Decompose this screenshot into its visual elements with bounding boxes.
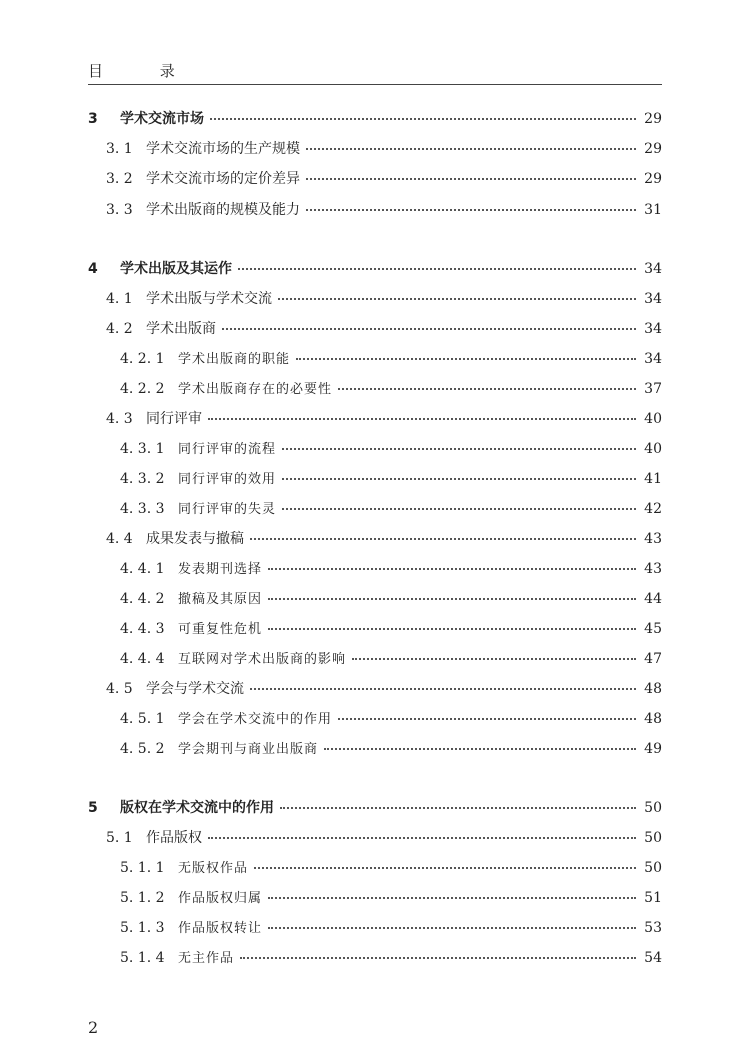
- toc-entry[interactable]: [120, 588, 662, 612]
- toc-entry-page: 43: [644, 531, 662, 547]
- toc-entry-page: 51: [644, 890, 662, 906]
- dot-leader: [250, 538, 636, 540]
- toc-entry-page: 29: [644, 141, 662, 157]
- toc-entry-title: 学术出版商: [146, 321, 216, 337]
- dot-leader: [268, 598, 636, 600]
- toc-entry-page: 41: [644, 471, 662, 487]
- toc-entry-page: 29: [644, 171, 662, 187]
- dot-leader: [282, 508, 636, 510]
- toc-entry-number: 4. 2. 2: [120, 381, 165, 397]
- toc-entry-title: 学会与学术交流: [146, 681, 244, 697]
- toc-entry-number: 4. 4. 3: [120, 621, 165, 637]
- toc-entry-page: 34: [644, 351, 662, 367]
- toc-entry-number: 3: [88, 111, 98, 127]
- toc-entry-page: 48: [644, 681, 662, 697]
- toc-entry[interactable]: [106, 827, 662, 851]
- toc-entry[interactable]: [106, 678, 662, 702]
- toc-entry-title: 学术出版商的规模及能力: [146, 202, 300, 218]
- toc-entry-number: 4. 3. 2: [120, 471, 165, 487]
- toc-entry-title: 作品版权: [146, 830, 202, 846]
- dot-leader: [282, 448, 636, 450]
- toc-entry-number: 5. 1. 4: [120, 950, 165, 966]
- toc-entry-title: 学会在学术交流中的作用: [178, 712, 333, 727]
- toc-entry[interactable]: [106, 528, 662, 552]
- toc-entry-title: 发表期刊选择: [178, 562, 263, 577]
- toc-entry[interactable]: [120, 738, 662, 762]
- toc-entry-title: 学术出版与学术交流: [146, 291, 272, 307]
- toc-entry-number: 5. 1. 2: [120, 890, 165, 906]
- toc-entry-title: 作品版权归属: [178, 891, 263, 906]
- toc-entry-title: 无版权作品: [178, 861, 249, 876]
- toc-entry-page: 50: [644, 830, 662, 846]
- toc-entry-page: 40: [644, 441, 662, 457]
- dot-leader: [282, 478, 636, 480]
- dot-leader: [306, 209, 636, 211]
- toc-entry-number: 3. 1: [106, 141, 133, 157]
- toc-entry-number: 4. 4. 4: [120, 651, 165, 667]
- dot-leader: [268, 628, 636, 630]
- toc-entry-page: 37: [644, 381, 662, 397]
- toc-entry-title: 学术出版商的职能: [178, 352, 291, 367]
- toc-entry[interactable]: [88, 797, 662, 821]
- toc-entry-title: 学术交流市场: [120, 111, 204, 127]
- dot-leader: [268, 568, 636, 570]
- toc-entry-title: 学会期刊与商业出版商: [178, 742, 319, 757]
- toc-entry-page: 29: [644, 111, 662, 127]
- toc-entry[interactable]: [120, 887, 662, 911]
- toc-entry[interactable]: [106, 408, 662, 432]
- dot-leader: [222, 328, 636, 330]
- toc-entry-title: 互联网对学术出版商的影响: [178, 652, 347, 667]
- toc-entry-title: 版权在学术交流中的作用: [120, 800, 274, 816]
- toc-entry[interactable]: [120, 618, 662, 642]
- toc-entry-title: 撤稿及其原因: [178, 592, 263, 607]
- toc-entry-title: 学术出版商存在的必要性: [178, 382, 333, 397]
- toc-entry[interactable]: [120, 498, 662, 522]
- dot-leader: [268, 897, 636, 899]
- toc-entry-number: 4. 4. 2: [120, 591, 165, 607]
- toc-entry[interactable]: [106, 318, 662, 342]
- toc-entry[interactable]: [120, 857, 662, 881]
- toc-entry-page: 54: [644, 950, 662, 966]
- toc-entry-page: 48: [644, 711, 662, 727]
- toc-entry-title: 同行评审: [146, 411, 202, 427]
- toc-entry-number: 4. 4. 1: [120, 561, 165, 577]
- toc-entry-page: 43: [644, 561, 662, 577]
- dot-leader: [250, 688, 636, 690]
- toc-entry[interactable]: [120, 558, 662, 582]
- toc-entry-number: 4. 5. 1: [120, 711, 165, 727]
- toc-entry-title: 作品版权转让: [178, 921, 263, 936]
- toc-entry-number: 4: [88, 261, 98, 277]
- dot-leader: [208, 418, 636, 420]
- toc-entry-title: 同行评审的流程: [178, 442, 277, 457]
- toc-entry-number: 3. 3: [106, 202, 133, 218]
- toc-entry-number: 4. 2. 1: [120, 351, 165, 367]
- toc-entry-number: 4. 2: [106, 321, 133, 337]
- dot-leader: [352, 658, 636, 660]
- toc-entry[interactable]: [106, 288, 662, 312]
- toc-entry-page: 34: [644, 321, 662, 337]
- dot-leader: [338, 388, 636, 390]
- toc-entry[interactable]: [120, 917, 662, 941]
- toc-entry-page: 49: [644, 741, 662, 757]
- toc-entry-page: 45: [644, 621, 662, 637]
- toc-entry-title: 同行评审的效用: [178, 472, 277, 487]
- toc-entry-number: 4. 3. 1: [120, 441, 165, 457]
- toc-entry-page: 47: [644, 651, 662, 667]
- toc-entry[interactable]: [88, 108, 662, 132]
- toc-entry-number: 5: [88, 800, 98, 816]
- toc-entry-page: 53: [644, 920, 662, 936]
- header-title: 目 录: [88, 62, 201, 80]
- dot-leader: [254, 867, 636, 869]
- toc-entry-number: 4. 3. 3: [120, 501, 165, 517]
- toc-entry-number: 4. 3: [106, 411, 133, 427]
- toc-entry[interactable]: [120, 378, 662, 402]
- toc-entry-page: 40: [644, 411, 662, 427]
- dot-leader: [280, 807, 636, 809]
- toc-entry-page: 50: [644, 860, 662, 876]
- toc-entry-page: 42: [644, 501, 662, 517]
- toc-entry-page: 31: [644, 202, 662, 218]
- dot-leader: [210, 118, 636, 120]
- toc-entry-title: 学术交流市场的定价差异: [146, 171, 300, 187]
- toc-entry-title: 同行评审的失灵: [178, 502, 277, 517]
- toc-entry-title: 学术出版及其运作: [120, 261, 232, 277]
- dot-leader: [338, 718, 636, 720]
- toc-entry[interactable]: [120, 947, 662, 971]
- toc-entry-number: 4. 5: [106, 681, 133, 697]
- dot-leader: [208, 837, 636, 839]
- toc-entry[interactable]: [106, 168, 662, 192]
- dot-leader: [238, 268, 636, 270]
- toc-entry[interactable]: [120, 708, 662, 732]
- dot-leader: [324, 748, 636, 750]
- toc-entry-page: 50: [644, 800, 662, 816]
- toc-entry-number: 3. 2: [106, 171, 133, 187]
- toc-entry-number: 4. 4: [106, 531, 133, 547]
- dot-leader: [296, 358, 636, 360]
- dot-leader: [240, 957, 636, 959]
- toc-entry[interactable]: [120, 438, 662, 462]
- toc-entry[interactable]: [88, 258, 662, 282]
- dot-leader: [306, 178, 636, 180]
- page-number: 2: [88, 1018, 99, 1037]
- toc-entry-title: 成果发表与撤稿: [146, 531, 244, 547]
- dot-leader: [278, 298, 636, 300]
- toc-entry-number: 5. 1. 1: [120, 860, 165, 876]
- toc-entry-number: 5. 1: [106, 830, 133, 846]
- dot-leader: [268, 927, 636, 929]
- toc-entry[interactable]: [106, 138, 662, 162]
- toc-entry-page: 34: [644, 261, 662, 277]
- toc-entry-number: 5. 1. 3: [120, 920, 165, 936]
- toc-entry-page: 34: [644, 291, 662, 307]
- toc-entry[interactable]: [120, 468, 662, 492]
- toc-entry-number: 4. 5. 2: [120, 741, 165, 757]
- toc-entry[interactable]: [120, 348, 662, 372]
- toc-entry-title: 无主作品: [178, 951, 235, 966]
- toc-entry-title: 学术交流市场的生产规模: [146, 141, 300, 157]
- toc-entry-page: 44: [644, 591, 662, 607]
- toc-entry[interactable]: [120, 648, 662, 672]
- dot-leader: [306, 148, 636, 150]
- toc-entry-title: 可重复性危机: [178, 622, 263, 637]
- toc-entry-number: 4. 1: [106, 291, 133, 307]
- toc-entry[interactable]: [106, 199, 662, 223]
